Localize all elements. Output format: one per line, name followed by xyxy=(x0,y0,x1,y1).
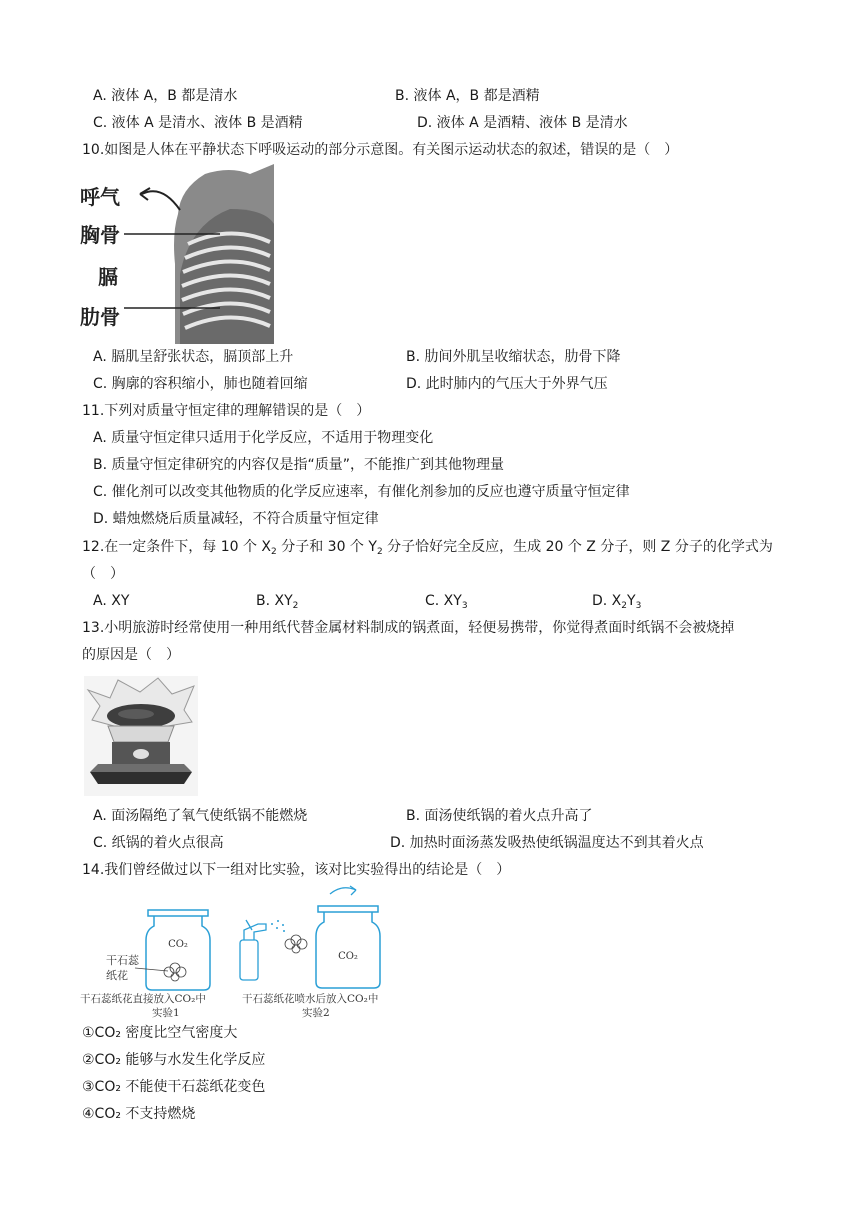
q13-stem-line1: 13.小明旅游时经常使用一种用纸代替金属材料制成的锅煮面，轻便易携带，你觉得煮面时纸锅不会被烧掉 xyxy=(82,620,735,636)
flower-label-line1: 干石蕊 xyxy=(106,954,139,967)
q14-stem: 14.我们曾经做过以下一组对比实验，该对比实验得出的结论是（ ） xyxy=(82,862,511,878)
q12-option-d: D. $X_2Y_3$ xyxy=(592,593,642,611)
flower-label-line2: 纸花 xyxy=(106,969,128,982)
thorax-illustration xyxy=(80,164,274,344)
flower1-icon xyxy=(164,963,186,981)
exp1-label: 实验1 xyxy=(152,1007,180,1019)
label-sternum: 胸骨 xyxy=(80,223,120,247)
q10-option-a: A. 膈肌呈舒张状态，膈顶部上升 xyxy=(93,349,294,365)
spray-bottle-icon xyxy=(240,920,266,980)
q9-option-c: C. 液体 A 是清水、液体 B 是酒精 xyxy=(93,115,303,131)
q12-stem-line2: （ ） xyxy=(82,566,124,582)
jar2-co2-label: CO₂ xyxy=(338,951,358,962)
label-exhale: 呼气 xyxy=(80,185,120,209)
label-diaphragm: 膈 xyxy=(98,265,118,289)
q12-option-a: A. XY xyxy=(93,593,130,609)
q9-option-b: B. 液体 A，B 都是酒精 xyxy=(395,88,540,104)
q10-option-b: B. 肋间外肌呈收缩状态，肋骨下降 xyxy=(406,349,621,365)
q13-option-a: A. 面汤隔绝了氧气使纸锅不能燃烧 xyxy=(93,808,308,824)
q11-option-c: C. 催化剂可以改变其他物质的化学反应速率，有催化剂参加的反应也遵守质量守恒定律 xyxy=(93,484,630,500)
q13-option-d: D. 加热时面汤蒸发吸热使纸锅温度达不到其着火点 xyxy=(390,835,704,851)
q10-option-c: C. 胸廓的容积缩小，肺也随着回缩 xyxy=(93,376,308,392)
exp2-caption: 干石蕊纸花喷水后放入CO₂中 xyxy=(242,993,379,1005)
exp2-label: 实验2 xyxy=(302,1007,330,1019)
q10-stem: 10.如图是人体在平静状态下呼吸运动的部分示意图。有关图示运动状态的叙述，错误的是（ ） xyxy=(82,142,679,158)
q13-paper-pot-photo xyxy=(84,676,198,796)
q11-stem: 11.下列对质量守恒定律的理解错误的是（ ） xyxy=(82,403,371,419)
q12-option-c: C. $XY_3$ xyxy=(425,593,468,611)
q13-option-b: B. 面汤使纸锅的着火点升高了 xyxy=(406,808,593,824)
q10-breathing-figure xyxy=(80,164,274,344)
paper-pot-illustration xyxy=(84,676,198,796)
q11-option-a: A. 质量守恒定律只适用于化学反应，不适用于物理变化 xyxy=(93,430,434,446)
q13-option-c: C. 纸锅的着火点很高 xyxy=(93,835,224,851)
label-ribs: 肋骨 xyxy=(80,305,120,329)
q14-co2-experiment-figure xyxy=(80,884,410,1022)
q9-option-a: A. 液体 A，B 都是清水 xyxy=(93,88,238,104)
q10-option-d: D. 此时肺内的气压大于外界气压 xyxy=(406,376,608,392)
q14-item-3: ③CO₂ 不能使干石蕊纸花变色 xyxy=(82,1079,266,1095)
q9-option-d: D. 液体 A 是酒精、液体 B 是清水 xyxy=(417,115,628,131)
jar1-co2-label: CO₂ xyxy=(168,939,188,950)
q11-option-d: D. 蜡烛燃烧后质量减轻，不符合质量守恒定律 xyxy=(93,511,379,527)
q12-option-b: B. $XY_2$ xyxy=(256,593,299,611)
q14-item-4: ④CO₂ 不支持燃烧 xyxy=(82,1106,196,1122)
spray-mist xyxy=(271,920,285,932)
exp1-caption: 干石蕊纸花直接放入CO₂中 xyxy=(80,993,206,1005)
q14-item-2: ②CO₂ 能够与水发生化学反应 xyxy=(82,1052,266,1068)
q13-stem-line2: 的原因是（ ） xyxy=(82,647,180,663)
co2-experiment-illustration xyxy=(80,884,410,1022)
q14-item-1: ①CO₂ 密度比空气密度大 xyxy=(82,1025,238,1041)
q12-stem-line1: 12.在一定条件下，每 10 个 $X_2$ 分子和 30 个 $Y_2$ 分子恰好完全反应，生成 20 个 Z 分子，则 Z 分子的化学式为 xyxy=(82,539,773,557)
q11-option-b: B. 质量守恒定律研究的内容仅是指“质量”，不能推广到其他物理量 xyxy=(93,457,505,473)
flower2-icon xyxy=(285,935,307,953)
